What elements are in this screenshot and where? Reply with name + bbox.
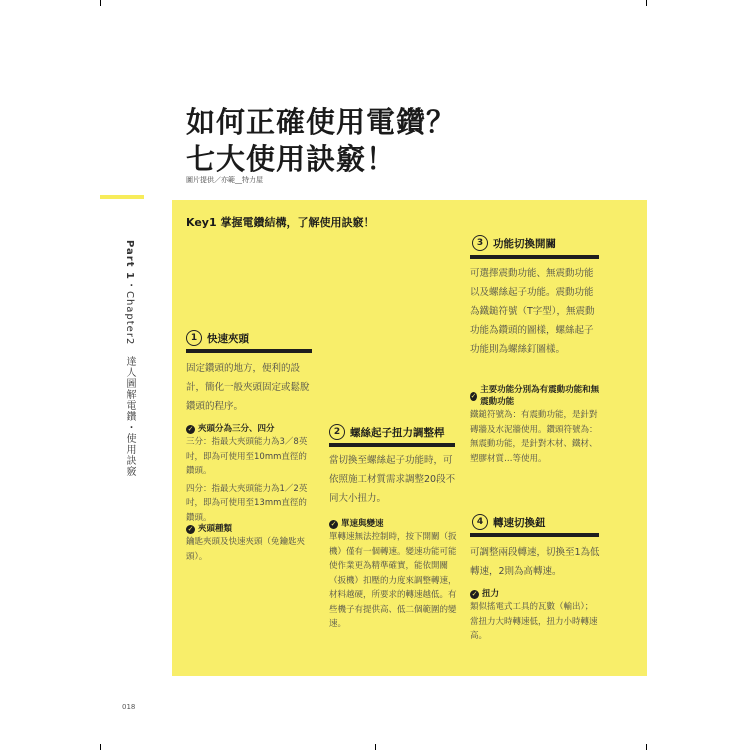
section-1-header: [186, 330, 249, 346]
subsection-body: 類似搖電式工具的瓦數（輸出）；當扭力大時轉速低，扭力小時轉速高。: [470, 602, 598, 641]
image-credit: 圖片提供／亦範__特力屋: [186, 176, 263, 184]
subsection: [186, 423, 314, 525]
number-badge: 2: [329, 424, 345, 440]
crop-mark: [100, 0, 101, 6]
section-body: 可調整兩段轉速，切換至1為低轉速，2則為高轉速。: [470, 547, 600, 577]
page-title: [186, 104, 456, 178]
section-title: 快速夾頭: [207, 332, 249, 345]
subsection-title: 單速與變速: [341, 519, 384, 529]
section-4-header: [472, 514, 546, 530]
section-body: 當切換至螺絲起子功能時，可依照施工材質需求調整20段不同大小扭力。: [329, 455, 456, 504]
section-divider: [329, 443, 455, 447]
section-title: 螺絲起子扭力調整桿: [350, 426, 445, 439]
section-title: 轉速切換鈕: [493, 516, 546, 529]
part-label: Part 1: [124, 240, 135, 280]
subsection-body: 四分：指最大夾頭能力為1／2英吋，即為可使用至13mm直徑的鑽頭。: [186, 483, 308, 523]
subsection-title: 扭力: [482, 589, 500, 599]
subsection: [186, 523, 314, 564]
crop-mark: [646, 744, 647, 750]
check-circle-icon: ✓: [470, 391, 477, 400]
check-circle-icon: ✓: [187, 524, 194, 533]
number-badge: 1: [186, 330, 202, 346]
title-line-2: 七大使用訣竅！: [186, 142, 397, 176]
section-title: 功能切換開關: [493, 237, 556, 250]
subsection-title: 夾頭分為三分、四分: [198, 424, 275, 434]
section-3-header: [472, 235, 556, 251]
subsection-title: 夾頭種類: [198, 524, 233, 534]
number-badge: 3: [472, 235, 488, 251]
subsection-title: 主要功能分別為有震動功能和無震動功能: [480, 385, 600, 407]
check-circle-icon: ✓: [471, 589, 478, 598]
subsection: [470, 588, 600, 644]
subsection: [329, 518, 457, 632]
crop-mark: [100, 744, 101, 750]
section-divider: [470, 255, 599, 259]
key-title: Key1 掌握電鑽結構，了解使用訣竅！: [186, 216, 375, 229]
section-divider: [470, 533, 599, 537]
section-2-header: [329, 424, 445, 440]
subsection-body: 鑰匙夾頭及快速夾頭（免鑰匙夾頭）。: [186, 537, 306, 562]
page-number: 018: [122, 703, 136, 711]
number-badge: 4: [472, 514, 488, 530]
check-circle-icon: ✓: [187, 424, 194, 433]
title-line-1: 如何正確使用電鑽？: [186, 105, 457, 139]
subsection-body: 單轉速無法控制時，按下開關（扳機）僅有一個轉速。變速功能可能使作業更為精準確實，能依開關（扳機）扣壓的力度來調整轉速，材料越硬，所要求的轉速越低。有些機子有提供高、低二個範圍的變速。: [329, 532, 457, 629]
subsection-body: 三分：指最大夾頭能力為3／8英吋，即為可使用至10mm直徑的鑽頭。: [186, 437, 308, 476]
chapter-label: ・Chapter2 達人圖解電鑽・使用訣竅: [124, 279, 135, 478]
section-body: 固定鑽頭的地方，便利的設計，簡化一般夾頭固定或鬆脫鑽頭的程序。: [186, 363, 310, 412]
subsection: [470, 384, 600, 466]
section-divider: [186, 349, 312, 353]
chapter-side-label: [122, 240, 137, 477]
check-circle-icon: ✓: [330, 519, 337, 528]
section-body: 可選擇震動功能、無震動功能以及螺絲起子功能。震動功能為鐵鎚符號（T字型），無震動功能為鑽頭的圖樣，螺絲起子功能則為螺絲釘圖樣。: [470, 268, 595, 355]
crop-mark: [646, 0, 647, 6]
yellow-tab-accent: [100, 195, 144, 199]
subsection-body: 鐵鎚符號為：有震動功能，是針對磚牆及水泥牆使用。鑽頭符號為：無震動功能，是針對木材、鐵材、塑膠材質…等使用。: [470, 410, 598, 464]
crop-mark: [375, 744, 376, 750]
